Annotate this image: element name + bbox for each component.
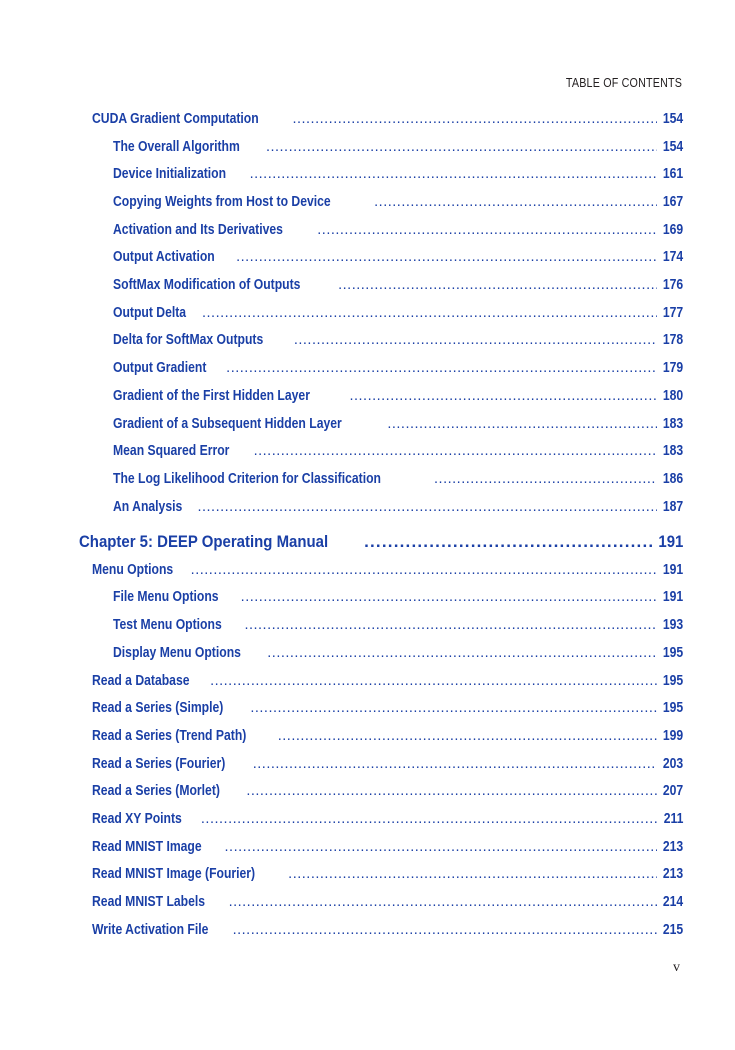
toc-entry-page: 179: [662, 360, 683, 376]
toc-entry-cuda-gradient-computation[interactable]: [92, 111, 683, 127]
toc-entry-read-xy-points[interactable]: [92, 811, 683, 827]
toc-entry-page: 193: [662, 617, 683, 633]
toc-entry-write-activation-file[interactable]: [92, 922, 683, 938]
toc-entry-page: 199: [662, 728, 683, 744]
toc-entry-page: 195: [662, 700, 683, 716]
toc-entry-page: 195: [662, 645, 683, 661]
toc-entry-title: Activation and Its Derivatives: [113, 222, 283, 238]
toc-entry-page: 174: [662, 249, 683, 265]
dot-leader: [338, 277, 657, 293]
toc-entry-title: Copying Weights from Host to Device: [113, 194, 331, 210]
toc-entry-mean-squared-error[interactable]: [113, 443, 683, 459]
toc-entry-title: Device Initialization: [113, 166, 227, 182]
toc-entry-title: Read a Series (Morlet): [92, 783, 220, 799]
toc-entry-page: 211: [663, 811, 683, 827]
dot-leader: [250, 700, 656, 716]
dot-leader: [229, 894, 657, 910]
toc-entry-overall-algorithm[interactable]: [113, 139, 683, 155]
toc-entry-page: 215: [662, 922, 683, 938]
toc-entry-page: 213: [662, 866, 683, 882]
toc-entry-title: Display Menu Options: [113, 645, 241, 661]
toc-entry-title: File Menu Options: [113, 589, 219, 605]
dot-leader: [294, 332, 657, 348]
toc-entry-page: 180: [662, 388, 683, 404]
toc-entry-title: Gradient of the First Hidden Layer: [113, 388, 310, 404]
toc-entry-title: Read MNIST Labels: [92, 894, 206, 910]
toc-entry-gradient-first-hidden[interactable]: [113, 388, 683, 404]
toc-entry-title: Menu Options: [92, 562, 174, 578]
toc-entry-title: Read a Series (Simple): [92, 700, 224, 716]
dot-leader: [210, 673, 657, 689]
toc-entry-display-menu-options[interactable]: [113, 645, 683, 661]
dot-leader: [225, 839, 657, 855]
toc-entry-title: Delta for SoftMax Outputs: [113, 332, 264, 348]
dot-leader: [241, 589, 657, 605]
toc-entry-delta-softmax[interactable]: [113, 332, 683, 348]
toc-entry-page: 191: [658, 532, 683, 551]
toc-entry-read-series-trend-path[interactable]: [92, 728, 683, 744]
toc-entry-page: 169: [662, 222, 683, 238]
toc-entry-page: 191: [662, 562, 683, 578]
toc-entry-page: 187: [662, 499, 683, 515]
dot-leader: [253, 756, 657, 772]
toc-entry-page: 207: [662, 783, 683, 799]
dot-leader: [364, 532, 653, 552]
toc-entry-page: 186: [662, 471, 683, 487]
toc-entry-title: Read a Series (Trend Path): [92, 728, 247, 744]
toc-entry-page: 214: [662, 894, 683, 910]
toc-entry-title: Read MNIST Image: [92, 839, 202, 855]
toc-entry-read-series-morlet[interactable]: [92, 783, 683, 799]
dot-leader: [254, 443, 657, 459]
dot-leader: [278, 728, 657, 744]
dot-leader: [233, 922, 657, 938]
toc-entry-file-menu-options[interactable]: [113, 589, 683, 605]
toc-entry-title: The Log Likelihood Criterion for Classification: [113, 471, 381, 487]
dot-leader: [317, 222, 657, 238]
toc-entry-activation-derivatives[interactable]: [113, 222, 683, 238]
toc-entry-page: 154: [662, 139, 683, 155]
toc-entry-menu-options[interactable]: [92, 562, 683, 578]
toc-entry-page: 154: [662, 111, 683, 127]
toc-entry-page: 191: [662, 589, 683, 605]
toc-entry-title: Output Gradient: [113, 360, 207, 376]
toc-entry-read-mnist-labels[interactable]: [92, 894, 683, 910]
toc-entry-copying-weights[interactable]: [113, 194, 683, 210]
toc-entry-title: Read XY Points: [92, 811, 182, 827]
toc-entry-title: Read MNIST Image (Fourier): [92, 866, 256, 882]
running-head: TABLE OF CONTENTS: [565, 76, 682, 90]
dot-leader: [246, 783, 656, 799]
toc-entry-page: 178: [662, 332, 683, 348]
toc-entry-an-analysis[interactable]: [113, 499, 683, 515]
toc-entry-page: 161: [662, 166, 683, 182]
toc-entry-title: The Overall Algorithm: [113, 139, 240, 155]
toc-entry-output-gradient[interactable]: [113, 360, 683, 376]
toc-entry-title: CUDA Gradient Computation: [92, 111, 259, 127]
toc-entry-title: Output Activation: [113, 249, 215, 265]
toc-entry-title: Output Delta: [113, 305, 187, 321]
toc-entry-output-activation[interactable]: [113, 249, 683, 265]
toc-entry-page: 177: [662, 305, 683, 321]
toc-entry-title: Read a Series (Fourier): [92, 756, 226, 772]
dot-leader: [374, 194, 657, 210]
toc-entry-read-mnist-image[interactable]: [92, 839, 683, 855]
toc-entry-output-delta[interactable]: [113, 305, 683, 321]
toc-entry-read-series-simple[interactable]: [92, 700, 683, 716]
toc-entry-gradient-subsequent-hidden[interactable]: [113, 416, 683, 432]
toc-entry-page: 203: [662, 756, 683, 772]
toc-entry-page: 213: [662, 839, 683, 855]
toc-entry-log-likelihood[interactable]: [113, 471, 683, 487]
dot-leader: [191, 562, 657, 578]
toc-entry-title: Chapter 5: DEEP Operating Manual: [79, 532, 329, 551]
toc-entry-page: 183: [662, 443, 683, 459]
toc-entry-title: SoftMax Modification of Outputs: [113, 277, 301, 293]
dot-leader: [226, 360, 657, 376]
dot-leader: [434, 471, 657, 487]
dot-leader: [236, 249, 657, 265]
toc-entry-device-initialization[interactable]: [113, 166, 683, 182]
dot-leader: [250, 166, 657, 182]
toc-entry-title: Gradient of a Subsequent Hidden Layer: [113, 416, 342, 432]
dot-leader: [201, 811, 658, 827]
toc-entry-read-series-fourier[interactable]: [92, 756, 683, 772]
dot-leader: [244, 617, 656, 633]
toc-entry-title: Test Menu Options: [113, 617, 222, 633]
dot-leader: [349, 388, 656, 404]
page-number: v: [673, 960, 680, 975]
dot-leader: [202, 305, 657, 321]
toc-entry-softmax-modification[interactable]: [113, 277, 683, 293]
toc-entry-test-menu-options[interactable]: [113, 617, 683, 633]
toc-entry-title: Read a Database: [92, 673, 190, 689]
dot-leader: [387, 416, 656, 432]
dot-leader: [197, 499, 656, 515]
toc-entry-page: 183: [662, 416, 683, 432]
toc-entry-title: Write Activation File: [92, 922, 209, 938]
toc-entry-page: 195: [662, 673, 683, 689]
dot-leader: [266, 139, 657, 155]
toc-entry-read-database[interactable]: [92, 673, 683, 689]
toc-chapter-5[interactable]: [79, 532, 683, 552]
dot-leader: [288, 866, 657, 882]
toc-entry-read-mnist-image-fourier[interactable]: [92, 866, 683, 882]
toc-entry-title: Mean Squared Error: [113, 443, 230, 459]
toc-entry-page: 167: [662, 194, 683, 210]
toc-entry-page: 176: [662, 277, 683, 293]
dot-leader: [292, 111, 656, 127]
dot-leader: [267, 645, 657, 661]
toc-entry-title: An Analysis: [113, 499, 183, 515]
